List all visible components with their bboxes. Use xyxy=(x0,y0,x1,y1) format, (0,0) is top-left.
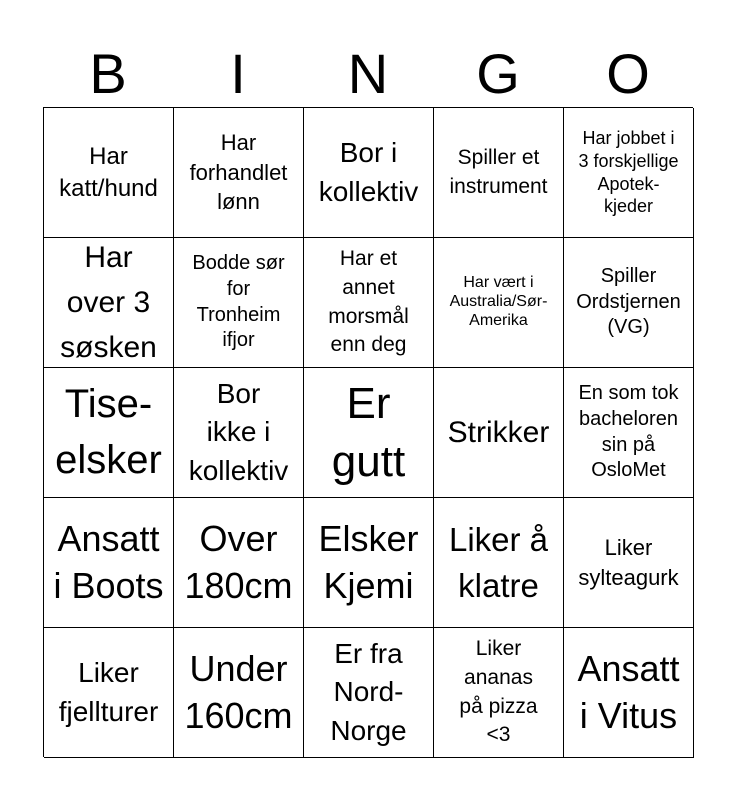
bingo-cell[interactable]: Bodde sør for Tronheim ifjor xyxy=(174,238,304,368)
bingo-cell[interactable]: Har over 3 søsken xyxy=(44,238,174,368)
bingo-cell[interactable]: Har jobbet i 3 forskjellige Apotek- kjeder xyxy=(564,108,694,238)
bingo-cell[interactable]: Er fra Nord- Norge xyxy=(304,628,434,758)
bingo-cell[interactable]: Liker fjellturer xyxy=(44,628,174,758)
bingo-cell[interactable]: Har et annet morsmål enn deg xyxy=(304,238,434,368)
header-letter-b: B xyxy=(89,42,127,105)
bingo-cell[interactable]: Bor ikke i kollektiv xyxy=(174,368,304,498)
header-letter-o: O xyxy=(606,42,650,105)
bingo-cell[interactable]: Har katt/hund xyxy=(44,108,174,238)
bingo-cell[interactable]: Strikker xyxy=(434,368,564,498)
bingo-board xyxy=(43,107,693,757)
bingo-cell[interactable]: Spiller et instrument xyxy=(434,108,564,238)
bingo-cell[interactable]: Ansatt i Boots xyxy=(44,498,174,628)
bingo-cell[interactable]: Har vært i Australia/Sør- Amerika xyxy=(434,238,564,368)
bingo-cell[interactable]: En som tok bacheloren sin på OsloMet xyxy=(564,368,694,498)
bingo-cell[interactable]: Er gutt xyxy=(304,368,434,498)
bingo-cell[interactable]: Ansatt i Vitus xyxy=(564,628,694,758)
bingo-cell[interactable]: Har forhandlet lønn xyxy=(174,108,304,238)
bingo-cell[interactable]: Liker å klatre xyxy=(434,498,564,628)
bingo-cell[interactable]: Liker sylteagurk xyxy=(564,498,694,628)
bingo-cell[interactable]: Tise- elsker xyxy=(44,368,174,498)
header-letter-i: I xyxy=(230,42,246,105)
bingo-cell[interactable]: Bor i kollektiv xyxy=(304,108,434,238)
bingo-cell[interactable]: Elsker Kjemi xyxy=(304,498,434,628)
bingo-cell[interactable]: Over 180cm xyxy=(174,498,304,628)
bingo-cell[interactable]: Under 160cm xyxy=(174,628,304,758)
bingo-cell[interactable]: Liker ananas på pizza <3 xyxy=(434,628,564,758)
header-letter-g: G xyxy=(476,42,520,105)
bingo-header xyxy=(43,40,693,108)
header-letter-n: N xyxy=(347,42,389,105)
bingo-cell[interactable]: Spiller Ordstjernen (VG) xyxy=(564,238,694,368)
